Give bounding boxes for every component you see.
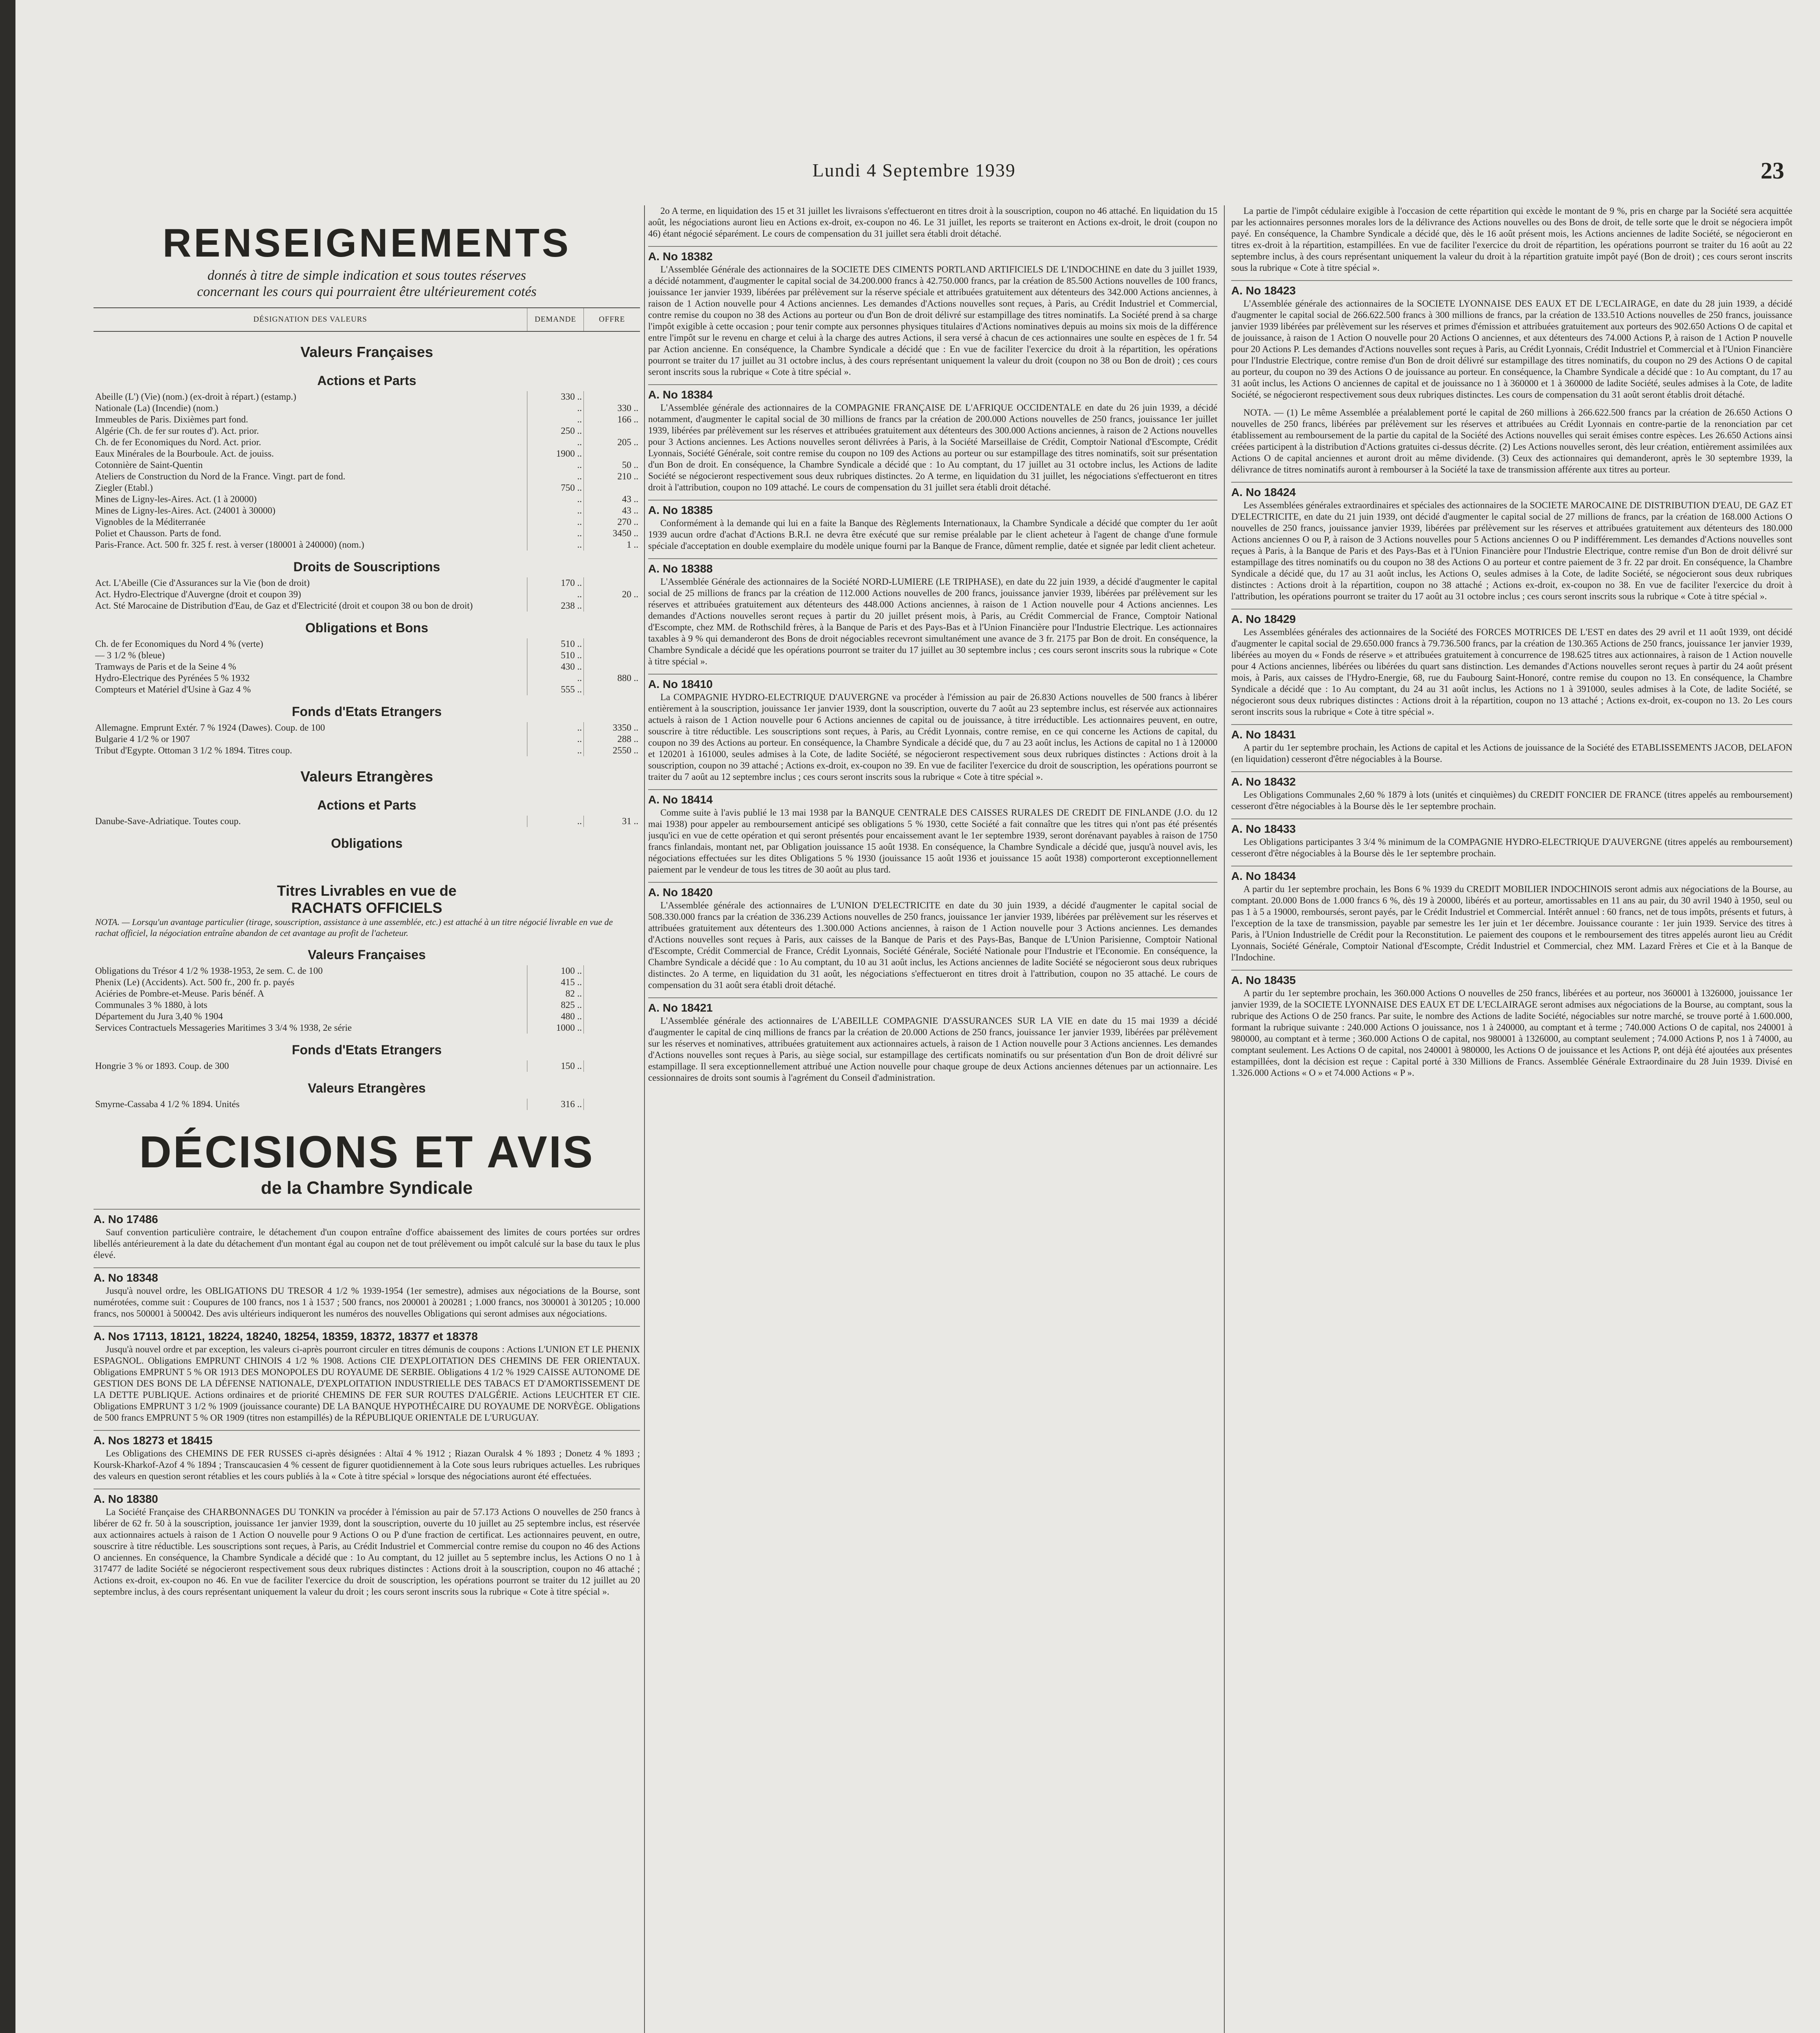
section-heading-text: Valeurs Françaises (300, 344, 433, 360)
table-row (94, 734, 640, 745)
table-row (94, 988, 640, 999)
section-heading-text: Obligations et Bons (305, 620, 429, 635)
notice (1231, 771, 1792, 812)
renseignements-subtitle-line-1: donnés à titre de simple indication et sous toutes réserves (207, 268, 526, 283)
table-row (94, 999, 640, 1011)
titres-livrables-text (94, 868, 640, 916)
notice (1231, 205, 1792, 274)
titres-livrables-line-2: RACHATS OFFICIELS (291, 899, 442, 916)
notice (648, 789, 1217, 875)
notice-number: A. No 17486 (94, 1213, 158, 1225)
notice-text: Les Obligations des CHEMINS DE FER RUSSES ci-après désignées : Altaï 4 % 1912 ; Riazan Ouralsk 4 % 1893 ; Donetz 4 % 1893 ; Koursk-Kharkof-Azof 4 % 1894 ; Transcaucasien 4 % cessent de figurer quotidiennement à la Cote sous leurs rubriques actuelles. Les rubriques des valeurs en question seront rétablies et les cours publiés à la « Cote à titre spécial » lorsque des négociations auront été effectuées. (94, 1448, 640, 1481)
cell-offre (584, 988, 640, 999)
cell-designation: Nationale (La) (Incendie) (nom.) (95, 403, 218, 413)
notice (648, 500, 1217, 552)
cell-designation: Département du Jura 3,40 % 1904 (95, 1011, 223, 1021)
cell-offre: 288 .. (584, 734, 640, 745)
notice-text: Les Obligations participantes 3 3/4 % minimum de la COMPAGNIE HYDRO-ELECTRIQUE D'AUVERGNE (titres appelés au remboursement) cesseront d'être négociables à la Bourse dès le 1er septembre prochain. (1231, 837, 1792, 858)
table-row (94, 638, 640, 650)
cell-demande: 1900 .. (527, 448, 584, 459)
cell-designation: Ateliers de Construction du Nord de la France. Vingt. part de fond. (95, 471, 346, 481)
cell-demande: .. (527, 539, 584, 551)
column-2 (648, 205, 1217, 2033)
cell-designation: Ch. de fer Economiques du Nord. Act. prior. (95, 437, 261, 447)
cell-designation: Vignobles de la Méditerranée (95, 517, 206, 527)
cell-demande: 250 .. (527, 425, 584, 437)
table-row (94, 977, 640, 988)
notice (94, 1430, 640, 1482)
cell-designation: Cotonnière de Saint-Quentin (95, 460, 203, 470)
cell-offre: 3450 .. (584, 528, 640, 539)
renseignements-subtitle-line-2: concernant les cours qui pourraient être ultérieurement cotés (197, 284, 537, 299)
newspaper-page (15, 0, 1820, 2033)
cell-offre (584, 391, 640, 403)
cell-demande: 825 .. (527, 999, 584, 1011)
notice-text: L'Assemblée Générale des actionnaires de la Société NORD-LUMIERE (LE TRIPHASE), en date du 22 juin 1939, a décidé d'augmenter le capital social de 25 millions de francs par la création de 112.000 Actions nouvelles de 200 francs, jouissance janvier 1939, libérées par prélèvement sur les réserves et attribuées gratuitement aux détenteurs des 448.000 Actions anciennes, à raison de 1 Action nouvelle pour 4 Actions anciennes. Les demandes d'Actions nouvelles seront reçues à partir du 20 juillet présent mois, à Paris, au Crédit Commercial de France, Comptoir National d'Escompte, chez MM. de Rothschild frères, à la Banque de Paris et des Pays-Bas et à l'Union Financière pour l'Industrie Electrique. Les actionnaires taxables à 9 % qui demanderont des Bons de droit négociables recevront simultanément une avance de 3 fr. 2175 par Bon de droit. En conséquence, la Chambre Syndicale a décidé que les opérations pourront se traiter du 17 juillet au 30 septembre inclus ; ces cours seront inscrits sous la rubrique « Cote à titre spécial ». (648, 577, 1217, 666)
cell-designation: Act. Sté Marocaine de Distribution d'Eau, de Gaz et d'Electricité (droit et coupon 38 ou bon de droit) (95, 601, 473, 611)
table-row (94, 505, 640, 516)
cell-offre (584, 577, 640, 589)
cell-offre (584, 1011, 640, 1022)
cell-designation: Tramways de Paris et de la Seine 4 % (95, 662, 236, 672)
cell-demande: .. (527, 673, 584, 684)
section-heading (94, 331, 640, 364)
notice (648, 205, 1217, 239)
section-heading-text: Valeurs Etrangères (300, 768, 433, 785)
cell-demande: 100 .. (527, 965, 584, 977)
cell-demande: .. (527, 745, 584, 756)
table-row (94, 684, 640, 695)
cell-demande: 430 .. (527, 661, 584, 673)
notice-number: A. Nos 17113, 18121, 18224, 18240, 18254, 18359, 18372, 18377 et 18378 (94, 1330, 478, 1343)
cell-offre (584, 1060, 640, 1072)
notice-number: A. No 18431 (1231, 728, 1296, 741)
cell-designation: Algérie (Ch. de fer sur routes d'). Act. prior. (95, 426, 259, 436)
table-row (94, 816, 640, 827)
notice-number: A. No 18432 (1231, 775, 1296, 788)
notice-text: La Société Française des CHARBONNAGES DU TONKIN va procéder à l'émission au pair de 57.173 Actions O nouvelles de 250 francs à libérer de 62 fr. 50 à la souscription, jouissance 1er janvier 1939, dont la souscription, ouverte du 10 juillet au 25 septembre inclus, est réservée aux actionnaires actuels à raison de 1 Action O nouvelle pour 9 Actions O ou P d'une fraction de certificat. Les actionnaires peuvent, en outre, souscrire à titre réductible. Les souscriptions sont reçues, à Paris, au Crédit Industriel et Commercial contre remise du coupon no 46 des Actions O anciennes. En conséquence, la Chambre Syndicale a décidé que : 1o Au comptant, du 12 juillet au 5 septembre inclus, les Actions O no 1 à 317477 de ladite Société se négocieront respectivement sous deux rubriques distinctes : Actions droit à la souscription, coupon no 46 attaché ; Actions ex-droit, ex-coupon no 46. En vue de faciliter l'exercice du droit de souscription, les opérations pourront se traiter du 12 juillet au 20 septembre inclus, à des cours représentant uniquement la valeur du droit ; les cours seront inscrits sous la rubrique « Cote à titre spécial ». (94, 1507, 640, 1597)
cell-demande: .. (527, 414, 584, 425)
notice (1231, 970, 1792, 1079)
section-heading-text: Actions et Parts (317, 373, 416, 388)
cell-offre: 210 .. (584, 471, 640, 482)
cell-demande: 750 .. (527, 482, 584, 494)
table-row (94, 414, 640, 425)
notice-number: A. No 18414 (648, 793, 713, 806)
notice-number: A. No 18382 (648, 250, 713, 263)
cell-demande: 330 .. (527, 391, 584, 403)
table-row (94, 745, 640, 756)
cell-designation: Obligations du Trésor 4 1/2 % 1938-1953, 2e sem. C. de 100 (95, 966, 323, 976)
cell-designation: Allemagne. Emprunt Extér. 7 % 1924 (Dawes). Coup. de 100 (95, 723, 325, 733)
notice-text: A partir du 1er septembre prochain, les Actions de capital et les Actions de jouissance de la Société des ETABLISSEMENTS JACOB, DELAFON (en liquidation) cesseront d'être négociables à la Bourse. (1231, 742, 1792, 764)
notice-text: Sauf convention particulière contraire, le détachement d'un coupon entraîne d'office abaissement des limites de cours portées sur ordres libellés antérieurement à la date du détachement d'un montant égal au coupon net de tout prélèvement ou impôt calculé sur la base du taux le plus élevé. (94, 1227, 640, 1260)
cell-demande: 480 .. (527, 1011, 584, 1022)
table-row (94, 471, 640, 482)
decisions-column-1 (94, 1209, 640, 1598)
cell-offre (584, 965, 640, 977)
section-heading (94, 756, 640, 789)
cell-offre: 330 .. (584, 403, 640, 414)
notice (94, 1326, 640, 1424)
notice-text: L'Assemblée générale des actionnaires de la COMPAGNIE FRANÇAISE DE L'AFRIQUE OCCIDENTALE en date du 26 juin 1939, a décidé notamment, d'augmenter le capital social de 30 millions de francs par la création de 200.000 Actions nouvelles de 250 francs, jouissance 1er juillet 1939, libérées par prélèvement sur les réserves et attribuées gratuitement aux détenteurs des 300.000 Actions anciennes, à raison de 2 Actions nouvelles pour 3 Actions anciennes. Les Actions nouvelles seront délivrées à Paris, à la Société Marseillaise de Crédit, Comptoir National d'Escompte, Crédit Lyonnais, Société Générale, soit contre remise du coupon no 109 des Actions au porteur ou sur estampillage des titres nominatifs, soit sur présentation d'un Bon de droit. En conséquence, la Chambre Syndicale a décidé que : 1o Au comptant, du 17 juillet au 31 octobre inclus, les Actions de ladite Société se négocieront respectivement sous deux rubriques distinctes. 2o A terme, en liquidation du 31 juillet, les négociations s'effectueront en titres droit à l'attribution, coupon no 109 attaché. Le cours de compensation du 31 juillet sera établi droit détaché. (648, 403, 1217, 492)
table-row (94, 459, 640, 471)
notice (94, 1209, 640, 1261)
section-heading (94, 1034, 640, 1060)
cell-offre: 3350 .. (584, 722, 640, 734)
section-heading (94, 789, 640, 816)
notice (648, 997, 1217, 1084)
notice-text: L'Assemblée générale des actionnaires de la SOCIETE LYONNAISE DES EAUX ET DE L'ECLAIRAGE, en date du 28 juin 1939, a décidé d'augmenter le capital social de 266.622.500 francs à 300 millions de francs, par la création de 133.510 Actions nouvelles de 250 francs, jouissance janvier 1939 libérées par prélèvement sur les réserves et primes d'émission et attribuées gratuitement aux porteurs des 902.650 Actions O de capital et de jouissance, à raison de 1 Action O nouvelle pour 20 Actions O anciennes, et aux détenteurs des 74.000 Actions P, à raison de 1 Action P nouvelle pour 20 Actions P. Les demandes d'Actions nouvelles sont reçues à Paris, au Crédit Lyonnais, Crédit Industriel et Commercial et à l'Union Financière pour l'Industrie Electrique, contre remise d'un Bon de droit délivré sur estampillage des titres nominatifs, du coupon no 29 des Actions O de capital au porteur, du coupon no 39 des Actions O de jouissance au porteur. En conséquence, la Chambre Syndicale a décidé que : 1o Au comptant, du 17 au 31 août inclus, les Actions O anciennes de capital et de jouissance no 1 à 360000 et 1 à 360000 de ladite Société, seules admises à la Cote, de ladite Société, se négocieront respectivement sous deux rubriques distinctes. Les cours de compensation du 31 août seront établis droit détaché. (1231, 298, 1792, 400)
notice-number: A. No 18423 (1231, 284, 1296, 297)
section-heading-text: Fonds d'Etats Etrangers (292, 704, 442, 719)
table-row (94, 539, 640, 551)
notice (648, 882, 1217, 991)
cell-demande: .. (527, 734, 584, 745)
cell-offre: 205 .. (584, 437, 640, 448)
section-heading (94, 612, 640, 638)
notice (648, 246, 1217, 378)
notice (1231, 609, 1792, 718)
notice (1231, 818, 1792, 859)
cell-designation: Phenix (Le) (Accidents). Act. 500 fr., 200 fr. p. payés (95, 977, 294, 987)
table-row (94, 482, 640, 494)
cell-demande: .. (527, 403, 584, 414)
cell-demande: 238 .. (527, 600, 584, 612)
table-row (94, 425, 640, 437)
cell-offre: 166 .. (584, 414, 640, 425)
cell-demande: 82 .. (527, 988, 584, 999)
cell-offre (584, 638, 640, 650)
col-demande: DEMANDE (527, 308, 584, 331)
notice-text: La partie de l'impôt cédulaire exigible à l'occasion de cette répartition qui excède le montant de 9 %, pris en charge par la Société sera acquittée par les actionnaires personnes morales lors de la délivrance des Actions nouvelles ou des Bons de droit, de telle sorte que le droit se négociera impôt payé. En conséquence, la Chambre Syndicale a décidé que, dès le 16 août présent mois, les Actions anciennes de ladite Société, se négocieront en titres ex-droit à la répartition, estampillées. En vue de faciliter l'exercice du droit de répartition, les opérations pourront se traiter du 16 août au 22 septembre inclus, à des cours représentant uniquement la valeur du droit à la répartition gratuite impôt payé (Bon de droit) ; ces cours seront inscrits sous la rubrique « Cote à titre spécial ». (1231, 206, 1792, 273)
col-designation: DÉSIGNATION DES VALEURS (94, 308, 527, 331)
notice-number: A. No 18424 (1231, 486, 1296, 498)
notice-text: L'Assemblée Générale des actionnaires de la SOCIETE DES CIMENTS PORTLAND ARTIFICIELS DE L'INDOCHINE en date du 3 juillet 1939, a décidé notamment, d'augmenter le capital social de 34.200.000 francs à 42.750.000 francs, par la création de 85.500 Actions nouvelles de 100 francs, jouissance 1er janvier 1939, libérées par prélèvement sur la réserve spéciale et attribuées gratuitement aux détenteurs des 342.000 Actions anciennes, à raison de 1 Action nouvelle pour 4 Actions anciennes. Les demandes d'Actions nouvelles sont reçues, à Paris, au Crédit Industriel et Commercial, contre remise du coupon no 38 des Actions au porteur ou d'un Bon de droit délivré sur estampillage des titres nominatifs. La Société prend à sa charge l'impôt exigible à cette occasion ; pour tenir compte aux personnes physiques titulaires d'Actions nominatives depuis au moins six mois de la différence entre l'impôt sur le revenu en charge et celui à la charge des autres Actions, il sera versé à chacun de ces actionnaires une soulte en espèces de 1 fr. 54 par Action ancienne. En conséquence, la Chambre Syndicale a décidé que : En vue de faciliter l'exercice du droit à la répartition, les opérations pourront se traiter du 17 juillet au 31 octobre inclus, à des cours représentant uniquement la valeur du droit (coupon no 38 ou Bon de droit) ; ces cours seront inscrits sous la rubrique « Cote à titre spécial ». (648, 264, 1217, 377)
table-row (94, 1099, 640, 1110)
cell-demande: .. (527, 437, 584, 448)
cell-designation: Mines de Ligny-les-Aires. Act. (24001 à 30000) (95, 505, 276, 516)
cell-offre (584, 1099, 640, 1110)
cell-demande: 1000 .. (527, 1022, 584, 1034)
table-row (94, 391, 640, 403)
section-heading-text: Fonds d'Etats Etrangers (292, 1043, 442, 1057)
cell-designation: Paris-France. Act. 500 fr. 325 f. rest. à verser (180001 à 240000) (nom.) (95, 540, 364, 550)
cell-demande: 150 .. (527, 1060, 584, 1072)
cell-designation: Tribut d'Egypte. Ottoman 3 1/2 % 1894. Titres coup. (95, 745, 292, 755)
cell-offre (584, 650, 640, 661)
table-row (94, 722, 640, 734)
renseignements-subtitle (94, 268, 640, 300)
table-row (94, 437, 640, 448)
page-header (15, 159, 1820, 192)
table-row (94, 448, 640, 459)
renseignements-table (94, 307, 640, 1110)
section-heading-text: Valeurs Etrangères (308, 1081, 426, 1095)
cell-designation: Abeille (L') (Vie) (nom.) (ex-droit à répart.) (estamp.) (95, 392, 296, 402)
cell-offre: 43 .. (584, 494, 640, 505)
cell-offre (584, 600, 640, 612)
cell-offre (584, 999, 640, 1011)
cell-demande: .. (527, 459, 584, 471)
table-spacer (94, 854, 640, 868)
table-row (94, 673, 640, 684)
cell-designation: Hydro-Electrique des Pyrénées 5 % 1932 (95, 673, 250, 683)
notice-text: Jusqu'à nouvel ordre et par exception, les valeurs ci-après pourront circuler en titres démunis de coupons : Actions L'UNION ET LE PHENIX ESPAGNOL. Obligations EMPRUNT CHINOIS 4 1/2 % 1908. Actions CIE D'EXPLOITATION DES CHEMINS DE FER ORIENTAUX. Obligations EMPRUNT 5 % OR 1913 DES MONOPOLES DU ROYAUME DE SERBIE. Obligations 4 1/2 % 1929 CAISSE AUTONOME DE GESTION DES BONS DE LA DÉFENSE NATIONALE, D'EXPLOITATION INDUSTRIELLE DES TABACS ET D'AMORTISSEMENT DE LA DETTE PUBLIQUE. Actions ordinaires et de priorité CHEMINS DE FER SUR ROUTES D'ALGÉRIE. Actions LEUCHTER ET CIE. Obligations EMPRUNT 3 1/2 % 1909 (jouissance courante) DE LA BANQUE HYPOTHÉCAIRE DU ROYAUME DE NORVÈGE. Obligations de 500 francs EMPRUNT 5 % OR 1909 (titres non estampillés) de la RÉPUBLIQUE ORIENTALE DE L'URUGUAY. (94, 1344, 640, 1423)
cell-designation: Danube-Save-Adriatique. Toutes coup. (95, 816, 241, 826)
notice-text: A partir du 1er septembre prochain, les Bons 6 % 1939 du CREDIT MOBILIER INDOCHINOIS seront admis aux négociations de la Bourse, au comptant. 20.000 Bons de 1.000 francs 6 %, dès 19 à 20000, libérés et au porteur, amortissables en 11 ans au pair, du 30 avril 1940 à 1950, seul ou pas 1 à 5 a 19000, remboursés, seront payés, par le Crédit Industriel et Commercial. Intérêt annuel : 60 francs, net de tous impôts, présents et futurs, à l'exception de la taxe de transmission, payable par semestre les 1er juin et 1er décembre. Jouissance courante : 1er juin 1939. Service des titres à Paris, à l'Union Industrielle de Crédit pour la Reconstitution. Le paiement des coupons et le remboursement des titres appelés auront lieu au Crédit Lyonnais, Société Générale, Comptoir National d'Escompte, Crédit Industriel et Commercial, chez MM. Lazard Frères et Cie et à la Banque de l'Indochine. (1231, 884, 1792, 962)
page-date: Lundi 4 Septembre 1939 (812, 160, 1016, 181)
notice-number: A. No 18429 (1231, 613, 1296, 625)
titres-note: NOTA. — Lorsqu'un avantage particulier (tirage, souscription, assistance à une assemblée, etc.) est attaché à un titre négocié livrable en vue de rachat officiel, la négociation entraîne abandon de cet avantage au profit de l'acheteur. (95, 917, 613, 938)
notice-number: A. No 18388 (648, 562, 713, 575)
notice (648, 674, 1217, 783)
renseignements-body (94, 331, 640, 1110)
cell-demande: .. (527, 516, 584, 528)
notice (648, 558, 1217, 667)
cell-offre (584, 977, 640, 988)
cell-demande: .. (527, 528, 584, 539)
cell-designation: Immeubles de Paris. Dixièmes part fond. (95, 414, 248, 424)
notice (1231, 724, 1792, 765)
notice-text: Les Obligations Communales 2,60 % 1879 à lots (unités et cinquièmes) du CREDIT FONCIER DE FRANCE (titres appelés au remboursement) cesseront d'être négociables à la Bourse dès le 1er septembre prochain. (1231, 790, 1792, 811)
notice-number: A. No 18434 (1231, 870, 1296, 882)
notice-number: A. No 18385 (648, 504, 713, 516)
cell-designation: Aciéries de Pombre-et-Meuse. Paris bénéf. A (95, 988, 264, 999)
cell-designation: — 3 1/2 % (bleue) (95, 650, 165, 660)
notice-text: L'Assemblée générale des actionnaires de L'UNION D'ELECTRICITE en date du 30 juin 1939, a décidé d'augmenter le capital social de 508.330.000 francs par la création de 336.239 Actions nouvelles de 250 francs, jouissance 1er janvier 1939, libérées par prélèvement sur les réserves et attribuées gratuitement aux détenteurs des 1.300.000 Actions anciennes, à raison de 1 Action nouvelle pour 3 Actions anciennes. Les demandes d'Actions nouvelles sont reçues à Paris, aux caisses de la Banque de Paris et des Pays-Bas, Banque de L'Union Parisienne, Comptoir National d'Escompte, Crédit Commercial de France, Crédit Lyonnais, Société Générale, Société Nationale pour l'Industrie et l'Economie. En conséquence, la Chambre Syndicale a décidé que : 1o Au comptant, du 10 au 31 août inclus, les Actions anciennes de ladite Société se négocieront sous deux rubriques distinctes. 2o A terme, en liquidation du 31 août, les négociations s'effectueront en titres droit à l'attribution, coupon no 35 attaché. Le cours de compensation du 31 août sera établi droit détaché. (648, 900, 1217, 990)
cell-demande: .. (527, 494, 584, 505)
cell-offre: 31 .. (584, 816, 640, 827)
cell-demande: 510 .. (527, 638, 584, 650)
table-row (94, 1022, 640, 1034)
notice-text: 2o A terme, en liquidation des 15 et 31 juillet les livraisons s'effectueront en titres droit à la souscription, coupon no 46 attaché. En liquidation du 15 août, les négociations auront lieu en Actions ex-droit, ex-coupon no 46. Le 31 juillet, les reports se traiteront en Actions ex-droit, le droit (coupon no 46) étant négocié séparément. Le cours de compensation du 31 juillet sera établi droit détaché. (648, 206, 1217, 239)
cell-designation: Services Contractuels Messageries Maritimes 3 3/4 % 1938, 2e série (95, 1023, 352, 1033)
decisions-title: DÉCISIONS ET AVIS (139, 1127, 594, 1177)
notice (1231, 280, 1792, 401)
cell-designation: Bulgarie 4 1/2 % or 1907 (95, 734, 190, 744)
table-row (94, 516, 640, 528)
cell-demande: .. (527, 471, 584, 482)
notice (1231, 407, 1792, 475)
cell-designation: Act. L'Abeille (Cie d'Assurances sur la Vie (bon de droit) (95, 578, 310, 588)
notice-text: Les Assemblées générales des actionnaires de la Société des FORCES MOTRICES DE L'EST en dates des 29 avril et 11 août 1939, ont décidé d'augmenter le capital social de 29.650.000 francs à 79.736.500 francs, par la création de 130.365 Actions de 250 francs, jouissance 1er janvier 1939, libérées au moyen du « Fonds de réserve » et attribuées gratuitement à concurrence de 198.625 titres aux actionnaires, à raison de 1 Action nouvelle pour 4 Actions anciennes, libérées ou libérées du quart sans distinction. Les demandes d'Actions nouvelles seront reçues à partir du 24 août présent mois, à Paris, aux caisses de l'Hydro-Energie, 68, rue du Faubourg Saint-Honoré, contre remise du coupon no 13. En conséquence, la Chambre Syndicale a décidé que : 1o Au comptant, du 24 au 31 août inclus, les Actions no 1 à 391000, seules admises à la Cote, de ladite Société, se négocieront sous deux rubriques distinctes : Actions droit à la répartition, coupon no 13 attaché ; Actions ex-droit, ex-coupon no 13. 2o Les cours seront inscrits sous la rubrique « Cote à titre spécial ». (1231, 627, 1792, 717)
table-row (94, 494, 640, 505)
cell-designation: Eaux Minérales de la Bourboule. Act. de jouiss. (95, 448, 274, 459)
titres-livrables-line-1: Titres Livrables en vue de (277, 882, 457, 899)
section-heading (94, 695, 640, 722)
cell-offre (584, 1022, 640, 1034)
cell-demande: 170 .. (527, 577, 584, 589)
column-rule (1224, 205, 1225, 2033)
section-heading (94, 364, 640, 391)
table-row (94, 528, 640, 539)
section-heading-text: Obligations (331, 836, 403, 851)
column-3 (1231, 205, 1792, 2033)
notice (1231, 866, 1792, 963)
cell-offre (584, 448, 640, 459)
cell-offre: 20 .. (584, 589, 640, 600)
cell-designation: Communales 3 % 1880, à lots (95, 1000, 207, 1010)
cell-offre (584, 684, 640, 695)
titres-note-row (94, 916, 640, 938)
notice-text: L'Assemblée générale des actionnaires de L'ABEILLE COMPAGNIE D'ASSURANCES SUR LA VIE en date du 15 mai 1939 a décidé d'augmenter le capital de cinq millions de francs par la création de 20.000 Actions de 250 francs, jouissance 1er janvier 1939, libérées par prélèvement sur les réserves et nominatives, attribuées gratuitement aux actionnaires actuels, à raison de 1 Action nouvelle pour 3 Actions anciennes. Les demandes d'Actions nouvelles sont reçues à Paris, au siège social, sur estampillage des certificats nominatifs ou sur présentation d'un Bon de droit délivré sur estampillage. Il sera exceptionnellement attribué une Action nouvelle pour chaque groupe de deux Actions anciennes détenues par un actionnaire. Les cessionnaires de droits sont soumis à l'agrément du Conseil d'administration. (648, 1016, 1217, 1083)
cell-demande: 415 .. (527, 977, 584, 988)
cell-offre (584, 482, 640, 494)
cell-designation: Act. Hydro-Electrique d'Auvergne (droit et coupon 39) (95, 589, 301, 599)
notice (648, 384, 1217, 493)
table-row (94, 1011, 640, 1022)
cell-offre (584, 425, 640, 437)
notice-number: A. No 18420 (648, 886, 713, 899)
notice-number: A. No 18348 (94, 1271, 158, 1284)
cell-designation: Compteurs et Matériel d'Usine à Gaz 4 % (95, 684, 251, 694)
cell-offre (584, 661, 640, 673)
notice-text: Comme suite à l'avis publié le 13 mai 1938 par la BANQUE CENTRALE DES CAISSES RURALES DE CREDIT DE FINLANDE (J.O. du 12 mai 1938) pour appeler au remboursement anticipé ses obligations 5 % 1930, cette Société a fait connaître que les titres qui n'ont pas été présentés jusqu'ici en vue de cette opération et qui seront présentés pour encaissement avant le 1er septembre 1939, seront dorénavant payables à raison de 1750 francs finlandais, montant net, par Obligation jouissance 15 août 1938. En conséquence, la Chambre Syndicale a décidé que, jusqu'à nouvel avis, les négociations effectuées sur les dites Obligations 5 % 1930 (jouissance 15 août 1936 et jouissance 15 août 1938) comporteront exceptionnellement paiement par le vendeur de tous les titres de 30 août au plus tard. (648, 808, 1217, 875)
cell-designation: Poliet et Chausson. Parts de fond. (95, 528, 221, 538)
cell-designation: Hongrie 3 % or 1893. Coup. de 300 (95, 1061, 229, 1071)
cell-offre: 270 .. (584, 516, 640, 528)
cell-demande: 555 .. (527, 684, 584, 695)
cell-demande: 510 .. (527, 650, 584, 661)
cell-offre: 1 .. (584, 539, 640, 551)
notice (1231, 482, 1792, 602)
table-row (94, 1060, 640, 1072)
cell-offre: 880 .. (584, 673, 640, 684)
notice (94, 1489, 640, 1598)
table-row (94, 589, 640, 600)
table-row (94, 600, 640, 612)
notice-number: A. No 18384 (648, 388, 713, 401)
cell-demande: .. (527, 505, 584, 516)
table-row (94, 403, 640, 414)
notice-text: NOTA. — (1) Le même Assemblée a préalablement porté le capital de 260 millions à 266.622.500 francs par la création de 26.650 Actions O nouvelles de 250 francs, libérées par prélèvement sur les réserves et attribuées au Crédit Lyonnais en contre-partie de la renonciation par cet établissement au remboursement de la partie du capital de la Société des Actions nouvelles qui serait émises contre espèces. Les 26.650 Actions ainsi créées participent à la distribution d'Actions gratuites ci-dessus décrite. (2) Les Actions nouvelles seront, dès leur création, entièrement assimilées aux Actions O de capital anciennes et auront droit au même dividende. (3) Ceux des actionnaires qui demanderont, après le 30 septembre 1939, la délivrance de titres nominatifs auront à rembourser à la Société la taxe de transmission afférente aux titres au porteur. (1231, 407, 1792, 475)
column-rule (644, 205, 645, 2033)
notice (94, 1267, 640, 1319)
cell-offre: 43 .. (584, 505, 640, 516)
titres-livrables-heading (94, 868, 640, 916)
notice-number: A. No 18435 (1231, 974, 1296, 986)
table-row (94, 577, 640, 589)
col-offre: OFFRE (584, 308, 640, 331)
cell-demande: .. (527, 589, 584, 600)
cell-designation: Mines de Ligny-les-Aires. Act. (1 à 20000) (95, 494, 257, 504)
table-row (94, 965, 640, 977)
cell-designation: Ziegler (Etabl.) (95, 483, 153, 493)
section-heading-text: Valeurs Françaises (308, 947, 426, 962)
notice-text: Jusqu'à nouvel ordre, les OBLIGATIONS DU TRESOR 4 1/2 % 1939-1954 (1er semestre), admises aux négociations de la Bourse, sont numérotées, comme suit : Coupures de 100 francs, nos 1 à 1537 ; 500 francs, nos 200001 à 200281 ; 1.000 francs, nos 300001 à 301205 ; 10.000 francs, nos 500001 à 500042. Des avis ultérieurs indiqueront les numéros des nouvelles Obligations qui seront admises aux négociations. (94, 1286, 640, 1319)
notice-text: Les Assemblées générales extraordinaires et spéciales des actionnaires de la SOCIETE MAROCAINE DE DISTRIBUTION D'EAU, DE GAZ ET D'ELECTRICITE, en date du 21 juin 1939, ont décidé d'augmenter le capital social de 27 millions de francs, par la création de 168.000 Actions O nouvelles de 250 francs, jouissance janvier 1939, libérées par prélèvement sur les réserves et attribuées gratuitement aux détenteurs des 180.000 Actions anciennes O ou P, à raison de 3 Actions nouvelles pour 5 Actions anciennes O ou P indifféremment. Les demandes d'Actions nouvelles sont reçues à Paris, à la Banque de Paris et des Pays-Bas et à l'Union Financière pour l'Industrie Electrique, contre remise d'un Bon de droit délivré sur estampillage des titres nominatifs ou du coupon no 38 des Actions O au porteur et contre paiement de 3 fr. 22 par droit. En conséquence, la Chambre Syndicale a décidé que, du 17 au 31 août inclus, les Actions O, seules admises à la Cote, de ladite Société, se négocieront sous deux rubriques distinctes : Actions droit à la répartition, coupon no 38 attaché ; Actions ex-droit, ex-coupon no 38. En vue de faciliter l'exercice du droit à l'attribution, les opérations pourront se traiter du 17 août au 31 octobre inclus ; ces cours seront inscrits sous la rubrique « Cote à titre spécial ». (1231, 500, 1792, 601)
notice-number: A. No 18380 (94, 1493, 158, 1505)
section-heading-text: Droits de Souscriptions (293, 559, 440, 574)
page-number: 23 (1761, 157, 1784, 184)
notice-text: A partir du 1er septembre prochain, les 360.000 Actions O nouvelles de 250 francs, libérées et au porteur, nos 360001 à 1326000, jouissance 1er janvier 1939, de la SOCIETE LYONNAISE DES EAUX ET DE L'ECLAIRAGE seront admises aux négociations de la Bourse, au comptant, sous la rubrique des Actions O de 250 francs. Par suite, le nombre des Actions de ladite Société, négociables sur notre marché, se trouve porté à 1.600.000, formant la rubrique suivante : 240.000 Actions O jouissance, nos 1 à 240000, au comptant et à terme ; 740.000 Actions O de capital, nos 240001 à 980000, au comptant et à terme ; 360.000 Actions O de capital, nos 980001 à 1326000, au comptant seulement ; 74.000 Actions P, nos 1 à 74000, au comptant seulement. Les Actions O de capital, nos 240001 à 980000, les Actions O de jouissance et les Actions P, ont déjà été ajoutées aux présentes estampillées, dont la décision est reçue : Capital porté à 330 Millions de Francs. Assemblée Générale Extraordinaire du 28 Juin 1939. Divisé en 1.326.000 Actions « O » et 74.000 Actions « P ». (1231, 988, 1792, 1078)
cell-offre: 2550 .. (584, 745, 640, 756)
cell-designation: Smyrne-Cassaba 4 1/2 % 1894. Unités (95, 1099, 240, 1109)
renseignements-title: RENSEIGNEMENTS (162, 220, 571, 265)
section-heading-text: Actions et Parts (317, 798, 416, 812)
section-heading (94, 938, 640, 965)
section-heading (94, 551, 640, 577)
notice-text: La COMPAGNIE HYDRO-ELECTRIQUE D'AUVERGNE va procéder à l'émission au pair de 26.830 Actions nouvelles de 500 francs à libérer entièrement à la souscription, jouissance 1er janvier 1939, dont la souscription, ouverte du 7 août au 23 septembre inclus, est réservée aux actionnaires actuels à raison de 1 Action nouvelle pour 6 Actions anciennes de capital ou de jouissance, à titre irréductible. Les actionnaires peuvent, en outre, souscrire à titre réductible. Les souscriptions sont reçues, à Paris, au Crédit Lyonnais, contre remise, en ce qui concerne les Actions de capital, du coupon no 39 des Actions au porteur. En conséquence, la Chambre Syndicale a décidé que, du 7 au 23 août inclus, les Actions de capital no 1 à 120000 et 120201 à 161000, seules admises à la Cote, de ladite Société, se négocieront respectivement sous deux rubriques distinctes : Actions droit à la souscription, coupon no 39 attaché ; Actions ex-droit, ex-coupon no 39. En vue de faciliter l'exercice du droit de souscription, les opérations pourront se traiter du 7 août au 12 septembre inclus ; ces cours seront inscrits sous la rubrique « Cote à titre spécial ». (648, 692, 1217, 782)
notice-text: Conformément à la demande qui lui en a faite la Banque des Règlements Internationaux, la Chambre Syndicale a décidé que compter du 1er août 1939 aucun ordre d'achat d'Actions B.R.I. ne devra être exécuté que sur remise préalable par le client acheteur à l'agent de change d'une formule spéciale d'acceptation en double exemplaire du modèle unique fourni par la Banque de France, dûment remplie, datée et signée par ledit client acheteur. (648, 518, 1217, 551)
decisions-subtitle: de la Chambre Syndicale (261, 1178, 473, 1198)
column-1 (94, 205, 640, 2033)
notice-number: A. No 18410 (648, 678, 713, 690)
cell-offre: 50 .. (584, 459, 640, 471)
notice-number: A. No 18421 (648, 1001, 713, 1014)
notice-number: A. No 18433 (1231, 823, 1296, 835)
cell-demande: 316 .. (527, 1099, 584, 1110)
section-heading (94, 827, 640, 854)
section-heading (94, 1072, 640, 1099)
table-row (94, 661, 640, 673)
cell-demande: .. (527, 722, 584, 734)
notice-number: A. Nos 18273 et 18415 (94, 1434, 213, 1447)
cell-demande: .. (527, 816, 584, 827)
cell-designation: Ch. de fer Economiques du Nord 4 % (verte) (95, 639, 263, 649)
table-row (94, 650, 640, 661)
